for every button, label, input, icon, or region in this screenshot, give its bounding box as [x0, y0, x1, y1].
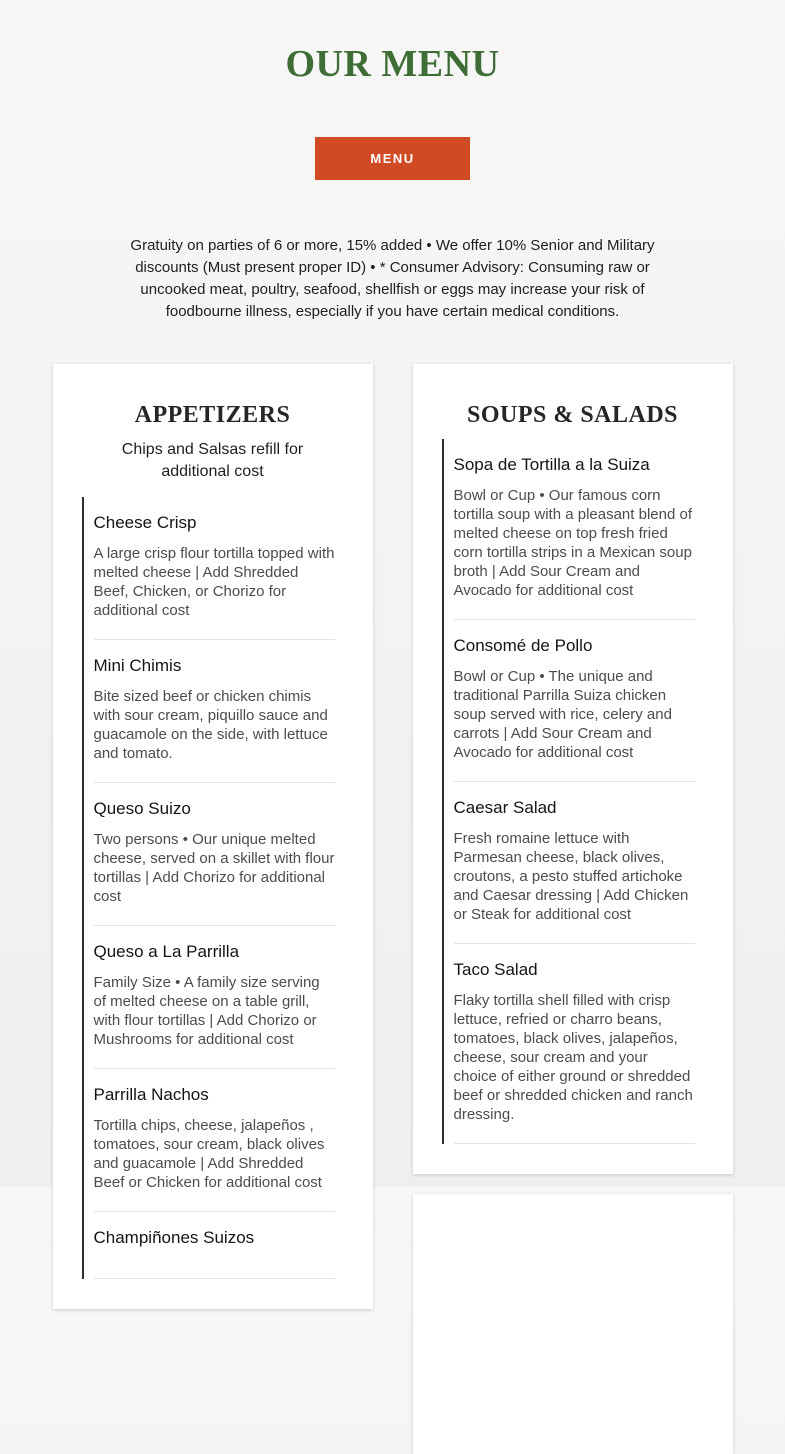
item-name: Champiñones Suizos: [93, 1228, 255, 1247]
left-column: [53, 364, 373, 1309]
next-section-card-partial: [413, 1194, 733, 1454]
menu-button[interactable]: MENU: [315, 137, 469, 180]
item-name: Sopa de Tortilla a la Suiza: [453, 455, 650, 474]
page-title: OUR MENU: [285, 43, 500, 85]
item-name: Consomé de Pollo: [453, 636, 593, 655]
menu-button-container: [0, 137, 785, 180]
section-title-soups-salads: SOUPS & SALADS: [466, 402, 679, 428]
item-description: A large crisp flour tortilla topped with melted cheese | Add Shredded Beef, Chicken, or Chorizo for additional cost: [93, 545, 335, 619]
item-name: Parrilla Nachos: [93, 1085, 209, 1104]
menu-item-queso-a-la-parrilla: [94, 926, 335, 1069]
menu-columns: [0, 364, 785, 1454]
item-description: Family Size • A family size serving of melted cheese on a table grill, with flour tortillas | Add Chorizo or Mushrooms for additional cost: [93, 974, 320, 1048]
item-description: Bowl or Cup • Our famous corn tortilla soup with a pleasant blend of melted cheese on top fresh fried corn tortilla strips in a Mexican soup broth | Add Sour Cream and Avocado for additional cost: [453, 487, 692, 599]
item-description: Bowl or Cup • The unique and traditional Parrilla Suiza chicken soup served with rice, celery and carrots | Add Sour Cream and Avocado for additional cost: [453, 668, 672, 761]
item-description: Fresh romaine lettuce with Parmesan cheese, black olives, croutons, a pesto stuffed artichoke and Caesar dressing | Add Chicken or Steak for additional cost: [453, 830, 689, 923]
menu-item-caesar-salad: [454, 782, 695, 944]
menu-item-champinones-suizos: [94, 1212, 335, 1279]
item-name: Queso Suizo: [93, 799, 191, 818]
right-column: [413, 364, 733, 1454]
item-name: Mini Chimis: [93, 656, 182, 675]
item-name: Caesar Salad: [453, 798, 557, 817]
menu-item-mini-chimis: [94, 640, 335, 783]
menu-item-parrilla-nachos: [94, 1069, 335, 1212]
item-description: Two persons • Our unique melted cheese, served on a skillet with flour tortillas | Add Chorizo for additional cost: [93, 831, 335, 905]
menu-item-queso-suizo: [94, 783, 335, 926]
appetizers-card: [53, 364, 373, 1309]
item-description: Flaky tortilla shell filled with crisp lettuce, refried or charro beans, tomatoes, black olives, jalapeños, cheese, sour cream and your choice of either ground or shredded beef or shredded chicken and ranch dressing.: [453, 992, 693, 1123]
soups-salads-item-list: [442, 439, 695, 1144]
appetizers-item-list: [82, 497, 335, 1279]
item-name: Cheese Crisp: [93, 513, 197, 532]
soups-salads-card: [413, 364, 733, 1174]
section-title-appetizers: APPETIZERS: [134, 402, 291, 428]
menu-item-consome-de-pollo: [454, 620, 695, 782]
menu-item-taco-salad: [454, 944, 695, 1144]
item-description: Tortilla chips, cheese, jalapeños , tomatoes, sour cream, black olives and guacamole | Add Shredded Beef or Chicken for additional cost: [93, 1117, 325, 1191]
menu-item-sopa-de-tortilla: [454, 439, 695, 620]
item-description: Bite sized beef or chicken chimis with sour cream, piquillo sauce and guacamole on the side, with lettuce and tomato.: [93, 688, 328, 762]
item-name: Taco Salad: [453, 960, 538, 979]
item-name: Queso a La Parrilla: [93, 942, 240, 961]
menu-item-cheese-crisp: [94, 497, 335, 640]
section-subtitle-appetizers: Chips and Salsas refill for additional cost: [121, 441, 304, 480]
advisory-text: Gratuity on parties of 6 or more, 15% added • We offer 10% Senior and Military discounts (Must present proper ID) • * Consumer Advisory: Consuming raw or uncooked meat, poultry, seafood, shellfish or eggs may increase your risk of foodbourne illness, especially if you have certain medical conditions.: [130, 237, 655, 320]
